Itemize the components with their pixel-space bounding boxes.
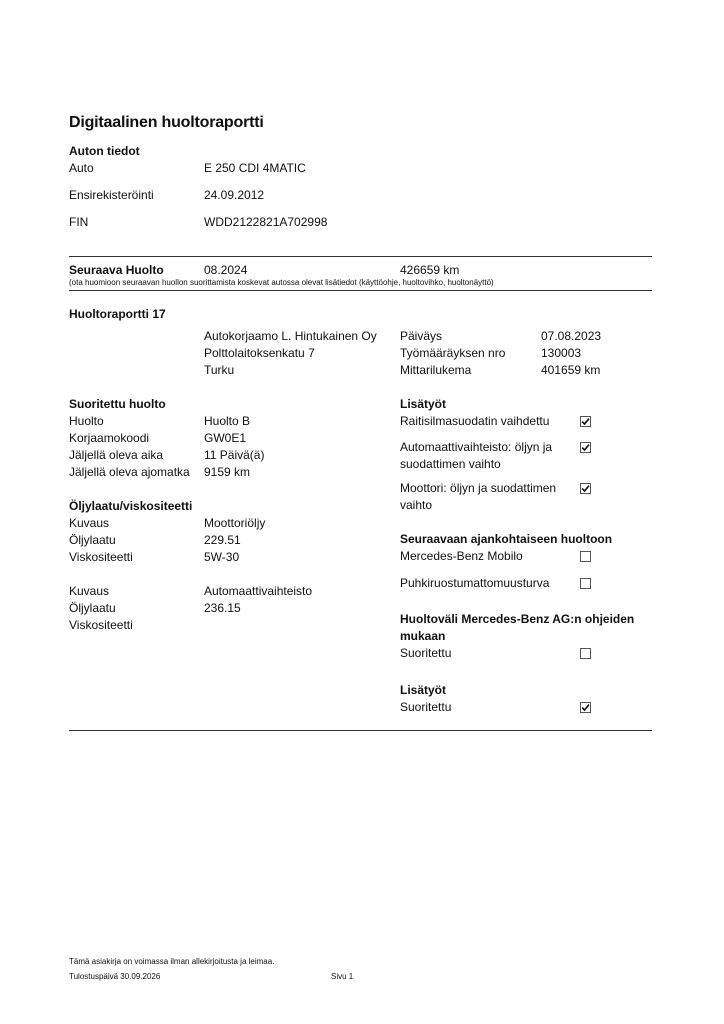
performed-heading: Suoritettu huolto <box>69 397 166 411</box>
rust-protection-checkbox[interactable] <box>580 578 591 589</box>
odometer-label: Mittarilukema <box>400 363 472 377</box>
odometer-value: 401659 km <box>541 363 601 377</box>
divider-bottom <box>69 730 652 731</box>
date-label: Päiväys <box>400 329 443 343</box>
service-label: Huolto <box>69 414 104 428</box>
extra-item-1-checkbox[interactable] <box>580 416 591 427</box>
oil1-quality-label: Öljylaatu <box>69 533 116 547</box>
remaining-distance-label: Jäljellä oleva ajomatka <box>69 465 190 479</box>
extra-work-2-done-checkbox[interactable] <box>580 702 591 713</box>
oil2-quality-value: 236.15 <box>204 601 241 615</box>
interval-heading: Huoltoväli Mercedes-Benz AG:n ohjeiden <box>400 612 635 626</box>
rust-protection-label: Puhkiruostumattomuusturva <box>400 576 550 590</box>
extra-work-2-heading: Lisätyöt <box>400 683 447 697</box>
fin-value: WDD2122821A702998 <box>204 215 328 229</box>
oil1-quality-value: 229.51 <box>204 533 241 547</box>
divider-top <box>69 256 652 257</box>
date-value: 07.08.2023 <box>541 329 602 343</box>
extra-work-2-done-label: Suoritettu <box>400 700 452 714</box>
workshop-code-value: GW0E1 <box>204 431 247 445</box>
remaining-time-label: Jäljellä oleva aika <box>69 448 164 462</box>
workshop-city: Turku <box>204 363 235 377</box>
remaining-distance-value: 9159 km <box>204 465 251 479</box>
page-number: Sivu 1 <box>331 972 354 981</box>
next-service-note: (ota huomioon seuraavan huollon suorittamista koskevat autossa olevat lisätiedot (käyttöohje, huoltovihko, huoltonäyttö) <box>69 278 494 287</box>
next-service-label: Seuraava Huolto <box>69 263 164 277</box>
car-value: E 250 CDI 4MATIC <box>204 161 306 175</box>
interval-done-label: Suoritettu <box>400 646 452 660</box>
workshop-name: Autokorjaamo L. Hintukainen Oy <box>204 329 377 343</box>
next-service-date: 08.2024 <box>204 263 248 277</box>
first-registration-value: 24.09.2012 <box>204 188 265 202</box>
oil1-description-value: Moottoriöljy <box>204 516 266 530</box>
fin-label: FIN <box>69 215 89 229</box>
oil2-description-value: Automaattivaihteisto <box>204 584 313 598</box>
car-label: Auto <box>69 161 94 175</box>
mobilo-label: Mercedes-Benz Mobilo <box>400 549 523 563</box>
mobilo-checkbox[interactable] <box>580 551 591 562</box>
next-current-heading: Seuraavaan ajankohtaiseen huoltoon <box>400 532 613 546</box>
oil1-description-label: Kuvaus <box>69 516 110 530</box>
extra-item-3-checkbox[interactable] <box>580 483 591 494</box>
work-order-label: Työmääräyksen nro <box>400 346 506 360</box>
workshop-code-label: Korjaamokoodi <box>69 431 150 445</box>
oil1-viscosity-value: 5W-30 <box>204 550 240 564</box>
extra-item-3-label-line2: vaihto <box>400 498 433 512</box>
car-details-heading: Auton tiedot <box>69 144 140 158</box>
checkmark-icon <box>581 417 590 426</box>
extra-item-3-label: Moottori: öljyn ja suodattimen <box>400 481 557 495</box>
report-heading: Huoltoraportti 17 <box>69 307 166 321</box>
oil-heading: Öljylaatu/viskositeetti <box>69 499 193 513</box>
interval-done-checkbox[interactable] <box>580 648 591 659</box>
print-date: Tulostuspäivä 30.09.2026 <box>69 972 161 981</box>
checkmark-icon <box>581 484 590 493</box>
checkmark-icon <box>581 443 590 452</box>
oil1-viscosity-label: Viskositeetti <box>69 550 133 564</box>
first-registration-label: Ensirekisteröinti <box>69 188 154 202</box>
validity-notice: Tämä asiakirja on voimassa ilman allekirjoitusta ja leimaa. <box>69 957 275 966</box>
next-service-km: 426659 km <box>400 263 460 277</box>
divider-next-service <box>69 290 652 291</box>
extra-item-2-label-line2: suodattimen vaihto <box>400 457 501 471</box>
extra-work-heading: Lisätyöt <box>400 397 447 411</box>
extra-item-2-label: Automaattivaihteisto: öljyn ja <box>400 440 553 454</box>
checkmark-icon <box>581 703 590 712</box>
oil2-description-label: Kuvaus <box>69 584 110 598</box>
remaining-time-value: 11 Päivä(ä) <box>204 448 265 462</box>
oil2-viscosity-label: Viskositeetti <box>69 618 133 632</box>
interval-heading-line2: mukaan <box>400 629 446 643</box>
page-title: Digitaalinen huoltoraportti <box>69 114 264 131</box>
extra-item-1-label: Raitisilmasuodatin vaihdettu <box>400 414 550 428</box>
oil2-quality-label: Öljylaatu <box>69 601 116 615</box>
service-value: Huolto B <box>204 414 251 428</box>
work-order-value: 130003 <box>541 346 582 360</box>
extra-item-2-checkbox[interactable] <box>580 442 591 453</box>
workshop-street: Polttolaitoksenkatu 7 <box>204 346 315 360</box>
